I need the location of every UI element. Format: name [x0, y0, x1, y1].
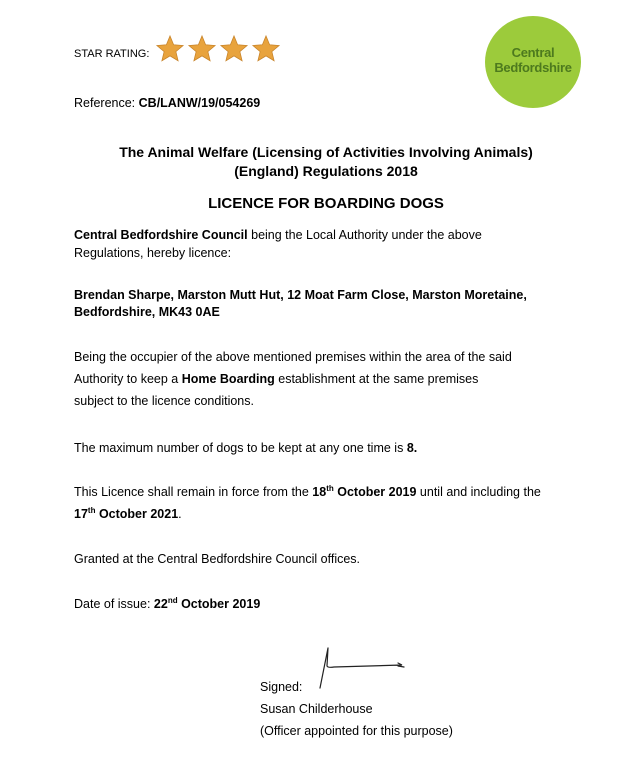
issue-label: Date of issue: [74, 597, 154, 611]
max-dogs [74, 437, 417, 459]
premises-line2-pre: Authority to keep a [74, 372, 182, 386]
validity-mid: until and including the [416, 485, 541, 499]
max-dogs-value: 8. [406, 441, 418, 455]
validity-from-suffix: th [326, 484, 334, 493]
intro-line1: being the Local Authority under the above [247, 228, 482, 242]
signature-block [260, 676, 453, 742]
validity-pre: This Licence shall remain in force from the [74, 485, 313, 499]
validity-to-suffix: th [87, 506, 96, 515]
title-line1: The Animal Welfare (Licensing of Activities Involving Animals) [119, 144, 533, 160]
premises-line3: subject to the licence conditions. [74, 394, 254, 408]
star-rating [74, 34, 283, 64]
logo-line1: Central [511, 45, 555, 60]
issue-day: 22 [153, 597, 168, 611]
granted-text: Granted at the Central Bedfordshire Council offices. [74, 552, 361, 566]
logo-line2: Bedfordshire [494, 60, 572, 75]
document-title [60, 143, 592, 181]
signatory-name: Susan Childerhouse [260, 702, 373, 716]
validity-end: . [178, 507, 182, 521]
logo-text [485, 45, 581, 75]
licence-heading: LICENCE FOR BOARDING DOGS [208, 195, 444, 212]
issue-rest: October 2019 [177, 597, 261, 611]
validity-to-rest: October 2021 [95, 507, 179, 521]
premises-paragraph [74, 346, 512, 412]
licensee-line2: Bedfordshire, MK43 0AE [74, 305, 220, 319]
validity-paragraph [74, 481, 541, 525]
intro-line2: Regulations, hereby licence: [74, 246, 232, 260]
reference-value: CB/LANW/19/054269 [138, 96, 261, 110]
premises-line2-post: establishment at the same premises [274, 372, 479, 386]
issue-suffix: nd [167, 596, 178, 605]
reference-label: Reference: [74, 96, 136, 110]
star-icon [219, 34, 249, 64]
title-line2: (England) Regulations 2018 [234, 163, 418, 179]
reference [74, 92, 260, 114]
premises-line1: Being the occupier of the above mentioned premises within the area of the said [74, 350, 512, 364]
validity-to-day: 17 [74, 507, 88, 521]
signatory-role: (Officer appointed for this purpose) [260, 724, 453, 738]
validity-from-day: 18 [312, 485, 327, 499]
star-icon [187, 34, 217, 64]
licensee-address [74, 287, 527, 321]
signed-label: Signed: [260, 680, 303, 694]
validity-from-rest: October 2019 [333, 485, 417, 499]
intro-paragraph [74, 226, 482, 262]
star-rating-label: STAR RATING: [74, 48, 150, 60]
max-dogs-text: The maximum number of dogs to be kept at any one time is [74, 441, 407, 455]
licensee-line1: Brendan Sharpe, Marston Mutt Hut, 12 Moat Farm Close, Marston Moretaine, [74, 288, 527, 302]
star-icon [155, 34, 185, 64]
intro-council: Central Bedfordshire Council [74, 228, 248, 242]
council-logo [485, 16, 581, 108]
star-icon [251, 34, 281, 64]
premises-type: Home Boarding [181, 372, 275, 386]
date-of-issue [74, 593, 260, 615]
